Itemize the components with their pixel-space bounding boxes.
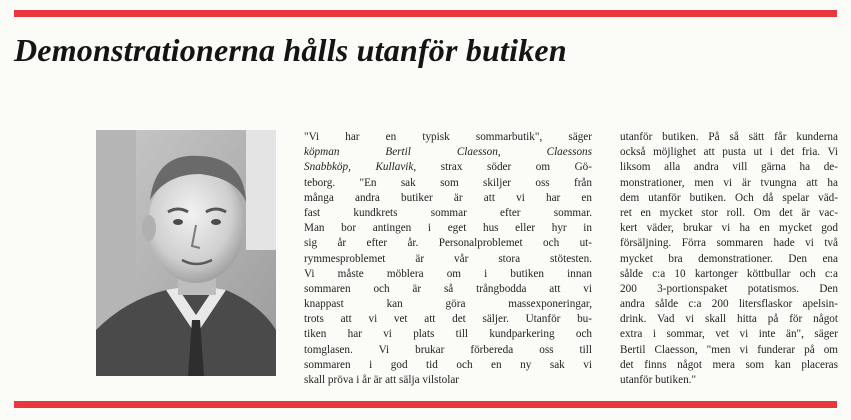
text-line — [304, 373, 592, 388]
text-line — [304, 206, 592, 221]
body-text: sig år efter år. Personalproblemet och ut- — [304, 237, 592, 250]
text-line: Bertil Claesson, "men vi funderar på om — [620, 343, 838, 356]
text-line: mycket bra demonstrationer. Den ena — [620, 252, 838, 265]
body-text: Vi måste möblera om i butiken innan — [304, 267, 592, 280]
article-column-2 — [620, 130, 838, 388]
text-line: extra i sommar, vet vi inte än", säger — [620, 328, 838, 341]
body-text: trots att vi vet att det säljer. Utanför bu- — [304, 313, 592, 326]
text-line — [304, 282, 592, 297]
body-text: teborg. "En sak som skiljer oss från — [304, 176, 592, 189]
body-text: skall pröva i år är att sälja vilstolar — [304, 374, 460, 386]
text-line — [304, 252, 592, 267]
text-line — [304, 176, 592, 191]
text-line: också möjlighet att pusta ut i det fria. Vi — [620, 146, 838, 159]
body-text: fast kundkrets sommar efter sommar. — [304, 206, 592, 219]
text-line: utanför butiken." — [620, 374, 697, 386]
text-line — [304, 327, 592, 342]
text-line — [304, 160, 592, 175]
body-text: tiken har vi plats till kundparkering och — [304, 328, 592, 341]
text-line — [304, 358, 592, 373]
body-text: sommaren och är så trångbodda att vi — [304, 282, 592, 295]
body-text: rymmesproblemet är vår stora stötesten. — [304, 252, 592, 265]
body-text: många andra butiker är att vi har en — [304, 191, 592, 204]
italic-text: Snabbköp, Kullavik, — [304, 161, 417, 174]
text-line: kert väder, brukar vi ha en mycket god — [620, 222, 838, 235]
text-line — [304, 236, 592, 251]
text-line: sålde c:a 10 kartonger köttbullar och c:a — [620, 267, 838, 280]
headline: Demonstrationerna hålls utanför butiken — [14, 32, 567, 68]
body-text: tomglasen. Vi brukar förbereda oss till — [304, 343, 592, 356]
text-line: försäljning. Förra sommaren hade vi två — [620, 237, 838, 250]
text-line — [304, 145, 592, 160]
text-line — [304, 191, 592, 206]
text-line: dem utanför butiken. Och då spelar väd- — [620, 191, 838, 204]
top-red-rule — [14, 10, 837, 17]
text-line — [304, 221, 592, 236]
text-line — [304, 343, 592, 358]
text-line: det finns något mera som kan placeras — [620, 358, 838, 371]
text-line: ret en mycket stor roll. Om det är vac- — [620, 206, 838, 219]
text-line — [304, 130, 592, 145]
text-line — [304, 267, 592, 282]
body-text: strax söder om Gö- — [416, 161, 592, 174]
body-text: sommaren i god tid och en ny sak vi — [304, 358, 592, 371]
text-line — [304, 312, 592, 327]
body-text: "Vi har en typisk sommarbutik", säger — [304, 131, 592, 143]
body-text: Man bor antingen i eget hus eller hyr in — [304, 222, 592, 235]
text-line: monstrationer, men vi är tvungna att ha — [620, 176, 838, 189]
text-line: 200 3-portionspaket potatismos. Den — [620, 282, 838, 295]
text-line: utanför butiken. På så sätt får kunderna — [620, 131, 838, 143]
text-line: drink. Vad vi skall hitta på för något — [620, 313, 838, 326]
portrait-photo — [96, 130, 276, 376]
text-line: andra sålde c:a 200 litersflaskor apelsin- — [620, 298, 838, 311]
italic-text: köpman Bertil Claesson, Claessons — [304, 146, 592, 159]
bottom-red-rule — [14, 401, 837, 408]
text-line — [304, 297, 592, 312]
body-text: knappast kan göra massexponeringar, — [304, 298, 592, 311]
text-line: liksom alla andra vill gärna ha de- — [620, 161, 838, 174]
article-column-1 — [304, 130, 592, 388]
